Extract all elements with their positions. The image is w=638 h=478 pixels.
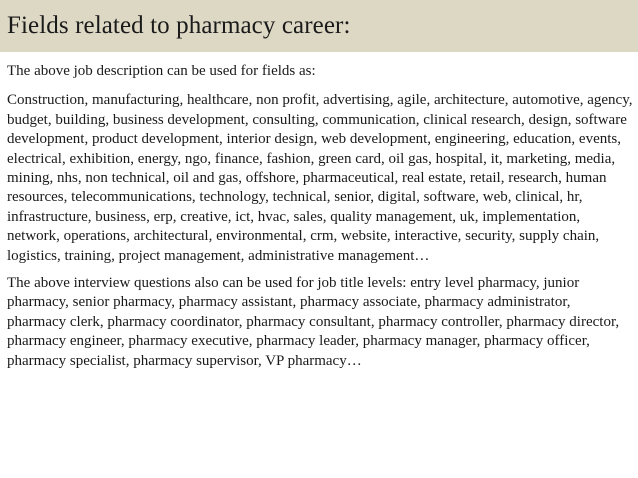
title-bar	[0, 0, 638, 52]
intro-paragraph: The above job description can be used for fields as:	[7, 63, 316, 79]
slide-body	[7, 62, 633, 379]
job-titles-paragraph: The above interview questions also can be used for job title levels: entry level pharmacy, junior pharmacy, senior pharmacy, pharmacy assistant, pharmacy associate, pharmacy administrator, pharmacy clerk, pharmacy coordinator, pharmacy consultant, pharmacy controller, pharmacy director, pharmacy engineer, pharmacy executive, pharmacy leader, pharmacy manager, pharmacy officer, pharmacy specialist, pharmacy supervisor, VP pharmacy…	[7, 275, 620, 369]
fields-paragraph: Construction, manufacturing, healthcare, non profit, advertising, agile, architecture, automotive, agency, budget, building, business development, consulting, communication, clinical research, design, software development, product development, interior design, web development, engineering, education, events, electrical, exhibition, energy, ngo, finance, fashion, green card, oil gas, hospital, it, marketing, media, mining, nhs, non technical, oil and gas, offshore, pharmaceutical, real estate, retail, research, human resources, telecommunications, technology, technical, senior, digital, software, web, clinical, hr, infrastructure, business, erp, creative, ict, hvac, sales, quality management, uk, implementation, network, operations, architectural, environmental, crm, website, interactive, security, supply chain, logistics, training, project management, administrative management…	[7, 92, 633, 264]
slide-title: Fields related to pharmacy career:	[7, 12, 351, 39]
